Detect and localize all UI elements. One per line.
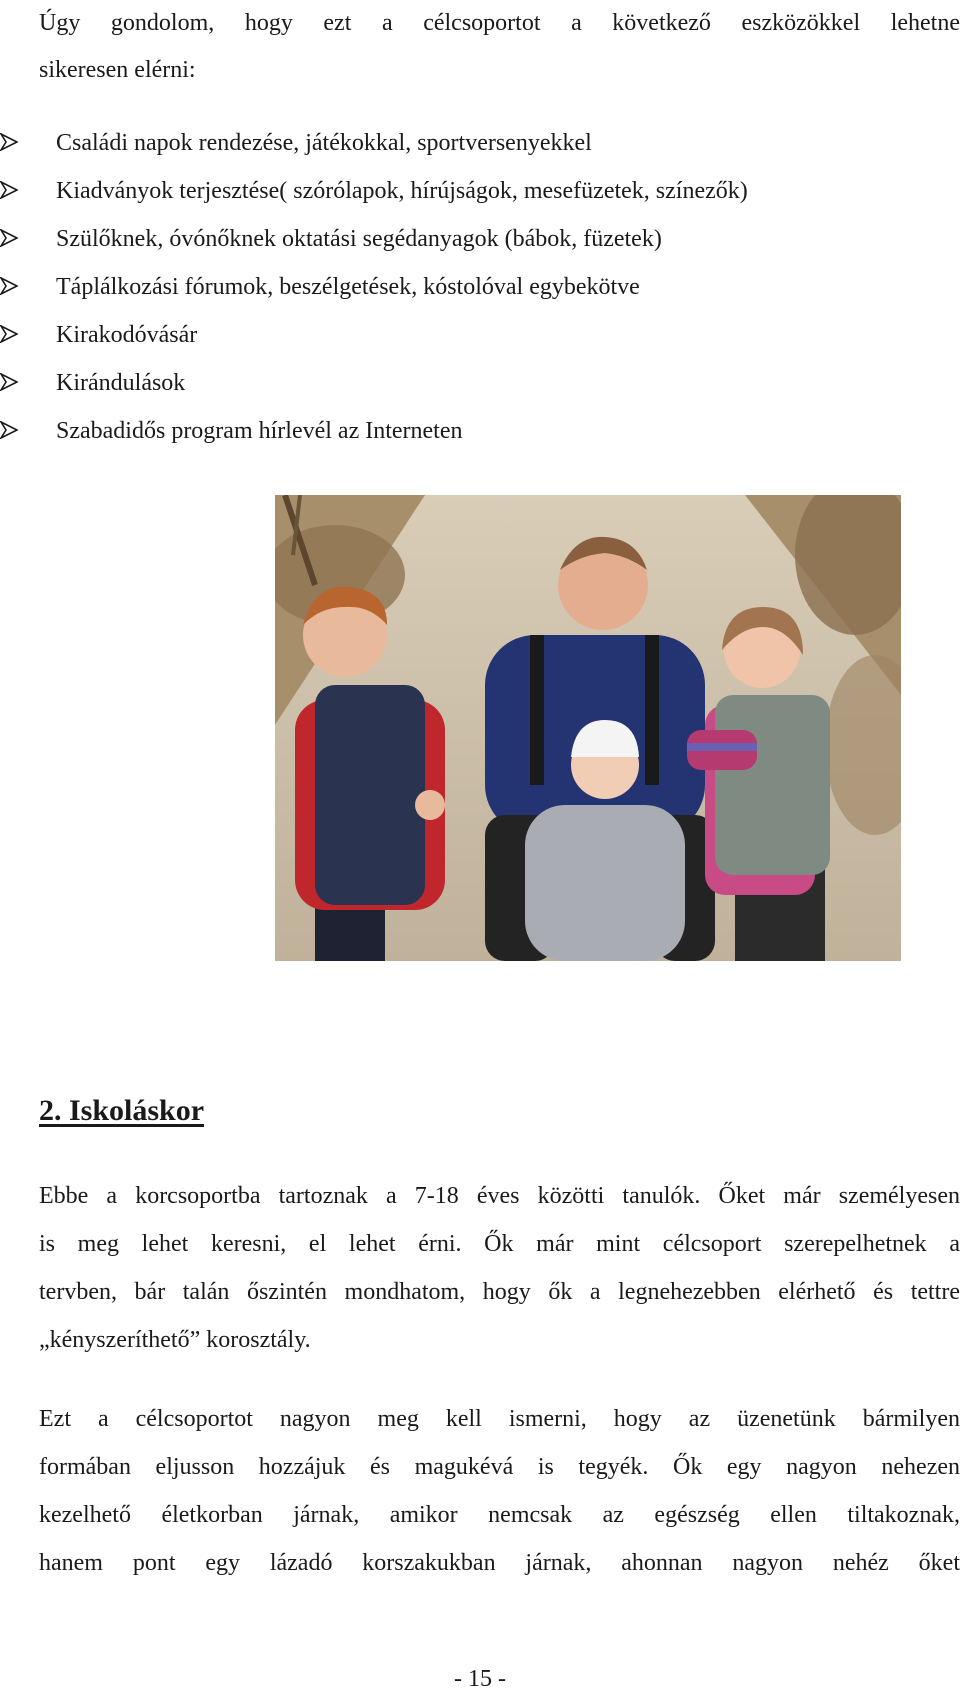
list-item-text: Szabadidős program hírlevél az Interneten bbox=[56, 418, 463, 444]
paragraph-line: kezelhető életkorban járnak, amikor nemcsak az egészség ellen tiltakoznak, bbox=[39, 1502, 960, 1528]
arrowhead-bullet-icon bbox=[0, 133, 18, 151]
list-item-text: Kirándulások bbox=[56, 370, 186, 396]
bullet-list bbox=[0, 119, 748, 455]
list-item bbox=[0, 311, 748, 359]
arrowhead-bullet-icon bbox=[0, 229, 18, 247]
arrowhead-bullet-icon bbox=[0, 277, 18, 295]
arrowhead-bullet-icon bbox=[0, 373, 18, 391]
list-item bbox=[0, 167, 748, 215]
intro-line-1: Úgy gondolom, hogy ezt a célcsoportot a következő eszközökkel lehetne bbox=[39, 10, 960, 36]
paragraph-line: formában eljusson hozzájuk és magukévá is tegyék. Ők egy nagyon nehezen bbox=[39, 1454, 960, 1480]
paragraph-line: Ezt a célcsoportot nagyon meg kell ismerni, hogy az üzenetünk bármilyen bbox=[39, 1406, 960, 1432]
arrowhead-bullet-icon bbox=[0, 325, 18, 343]
list-item bbox=[0, 263, 748, 311]
list-item-text: Kiadványok terjesztése( szórólapok, hírújságok, mesefüzetek, színezők) bbox=[56, 178, 748, 204]
paragraph-line: Ebbe a korcsoportba tartoznak a 7-18 éves közötti tanulók. Őket már személyesen bbox=[39, 1183, 960, 1209]
list-item-text: Szülőknek, óvónőknek oktatási segédanyagok (bábok, füzetek) bbox=[56, 226, 662, 252]
list-item bbox=[0, 215, 748, 263]
page-number: - 15 - bbox=[454, 1666, 506, 1692]
paragraph-2 bbox=[39, 1395, 960, 1587]
paragraph-line: „kényszeríthető” korosztály. bbox=[39, 1327, 311, 1353]
list-item bbox=[0, 119, 748, 167]
intro-paragraph bbox=[39, 0, 960, 94]
list-item bbox=[0, 359, 748, 407]
intro-line-2: sikeresen elérni: bbox=[39, 57, 196, 83]
family-photo bbox=[275, 495, 901, 961]
arrowhead-bullet-icon bbox=[0, 421, 18, 439]
paragraph-line: hanem pont egy lázadó korszakukban járnak, ahonnan nagyon nehéz őket bbox=[39, 1550, 960, 1576]
list-item-text: Kirakodóvásár bbox=[56, 322, 198, 348]
paragraph-1 bbox=[39, 1172, 960, 1364]
family-photo-illustration bbox=[275, 495, 901, 961]
list-item-text: Táplálkozási fórumok, beszélgetések, kóstolóval egybekötve bbox=[56, 274, 640, 300]
arrowhead-bullet-icon bbox=[0, 181, 18, 199]
list-item-text: Családi napok rendezése, játékokkal, sportversenyekkel bbox=[56, 130, 592, 156]
paragraph-line: tervben, bár talán őszintén mondhatom, hogy ők a legnehezebben elérhető és tettre bbox=[39, 1279, 960, 1305]
section-heading: 2. Iskoláskor bbox=[39, 1094, 205, 1127]
paragraph-line: is meg lehet keresni, el lehet érni. Ők már mint célcsoport szerepelhetnek a bbox=[39, 1231, 960, 1257]
list-item bbox=[0, 407, 748, 455]
